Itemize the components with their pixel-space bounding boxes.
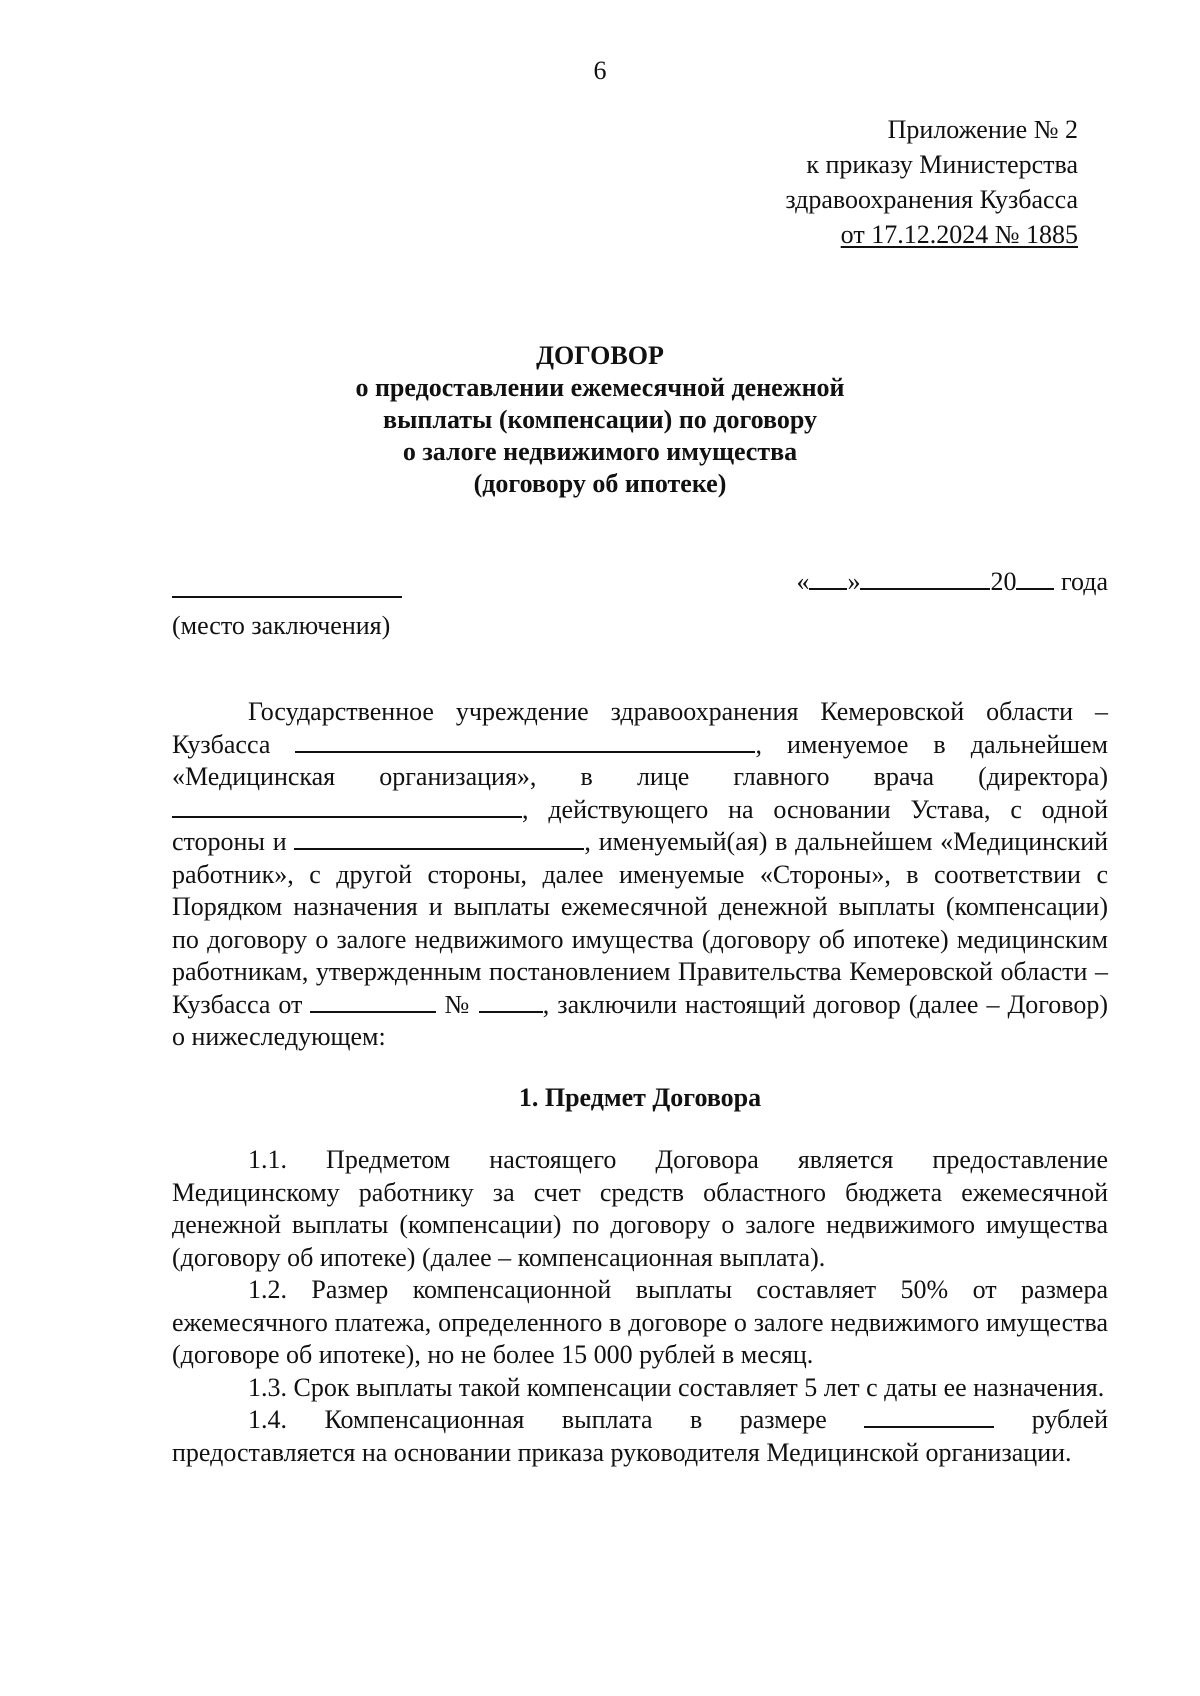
preamble-part-2: , именуемое в дальнейшем «Медицинская организация», в лице главного врача (директора) (172, 729, 1108, 791)
preamble-part-3: , действующего на основании Устава, с одной стороны и (172, 794, 1108, 856)
preamble-paragraph (172, 696, 1108, 1054)
payment-amount-blank (864, 1404, 994, 1428)
year-blank-line (1016, 566, 1054, 590)
title-line-3: выплаты (компенсации) по договору (383, 405, 817, 434)
preamble-part-5: № (444, 989, 471, 1019)
month-blank-line (860, 566, 990, 590)
clause-1-4 (172, 1404, 1108, 1469)
clause-1-1: 1.1. Предметом настоящего Договора является предоставление Медицинскому работнику за счет средств областного бюджета ежемесячной денежной выплаты (компенсации) по договору о залоге недвижимого имущества (договору об ипотеке) (далее – компенсационная выплата). (172, 1145, 1108, 1272)
clause-1-2: 1.2. Размер компенсационной выплаты составляет 50% от размера ежемесячного платежа, определенного в договоре о залоге недвижимого имущества (договоре об ипотеке), но не более 15 000 рублей в месяц. (172, 1275, 1108, 1369)
date-close-quote: » (847, 567, 861, 596)
place-label: (место заключения) (172, 611, 391, 640)
resolution-number-blank (479, 989, 543, 1013)
page-number: 6 (593, 56, 607, 85)
appendix-header (785, 112, 1078, 252)
preamble-part-6: , заключили настоящий договор (далее – Договор) о нижеследующем: (172, 989, 1108, 1051)
date-open-quote: « (796, 567, 810, 596)
preamble-part-1: Государственное учреждение здравоохранения Кемеровской области – Кузбасса (172, 697, 1108, 759)
document-title (0, 340, 1200, 500)
date-field (796, 566, 1108, 598)
director-name-blank (172, 794, 522, 818)
contract-body (172, 696, 1108, 1469)
date-century: 20 (990, 567, 1017, 596)
place-and-date (172, 566, 1108, 642)
clause-1-4-part-1: 1.4. Компенсационная выплата в размере (248, 1405, 827, 1434)
appendix-line-2: к приказу Министерства (806, 150, 1078, 179)
title-line-1: ДОГОВОР (536, 341, 664, 370)
clause-1-4-part-2: рублей предоставляется на основании приказа руководителя Медицинской организации. (172, 1405, 1109, 1467)
resolution-date-blank (310, 989, 436, 1013)
appendix-order-reference: от 17.12.2024 № 1885 (840, 220, 1078, 249)
title-line-4: о залоге недвижимого имущества (402, 437, 798, 466)
worker-name-blank (294, 826, 584, 850)
title-line-2: о предоставлении ежемесячной денежной (355, 373, 845, 402)
title-line-5: (договору об ипотеке) (473, 469, 727, 498)
section-1-title: 1. Предмет Договора (518, 1082, 762, 1112)
institution-name-blank (295, 729, 755, 753)
place-blank-line (172, 574, 402, 598)
appendix-line-1: Приложение № 2 (887, 115, 1078, 144)
date-suffix: года (1060, 567, 1108, 596)
clause-1-3: 1.3. Срок выплаты такой компенсации составляет 5 лет с даты ее назначения. (248, 1372, 1105, 1402)
preamble-part-4: , именуемый(ая) в дальнейшем «Медицинский работник», с другой стороны, далее именуемые «Стороны», в соответствии с Порядком назначения и выплаты ежемесячной денежной выплаты (компенсации) по договору о залоге недвижимого имущества (договору об ипотеке) медицинским работникам, утвержденным постановлением Правительства Кемеровской области – Кузбасса от (172, 827, 1109, 1019)
day-blank-line (809, 566, 847, 590)
appendix-line-3: здравоохранения Кузбасса (785, 185, 1078, 214)
